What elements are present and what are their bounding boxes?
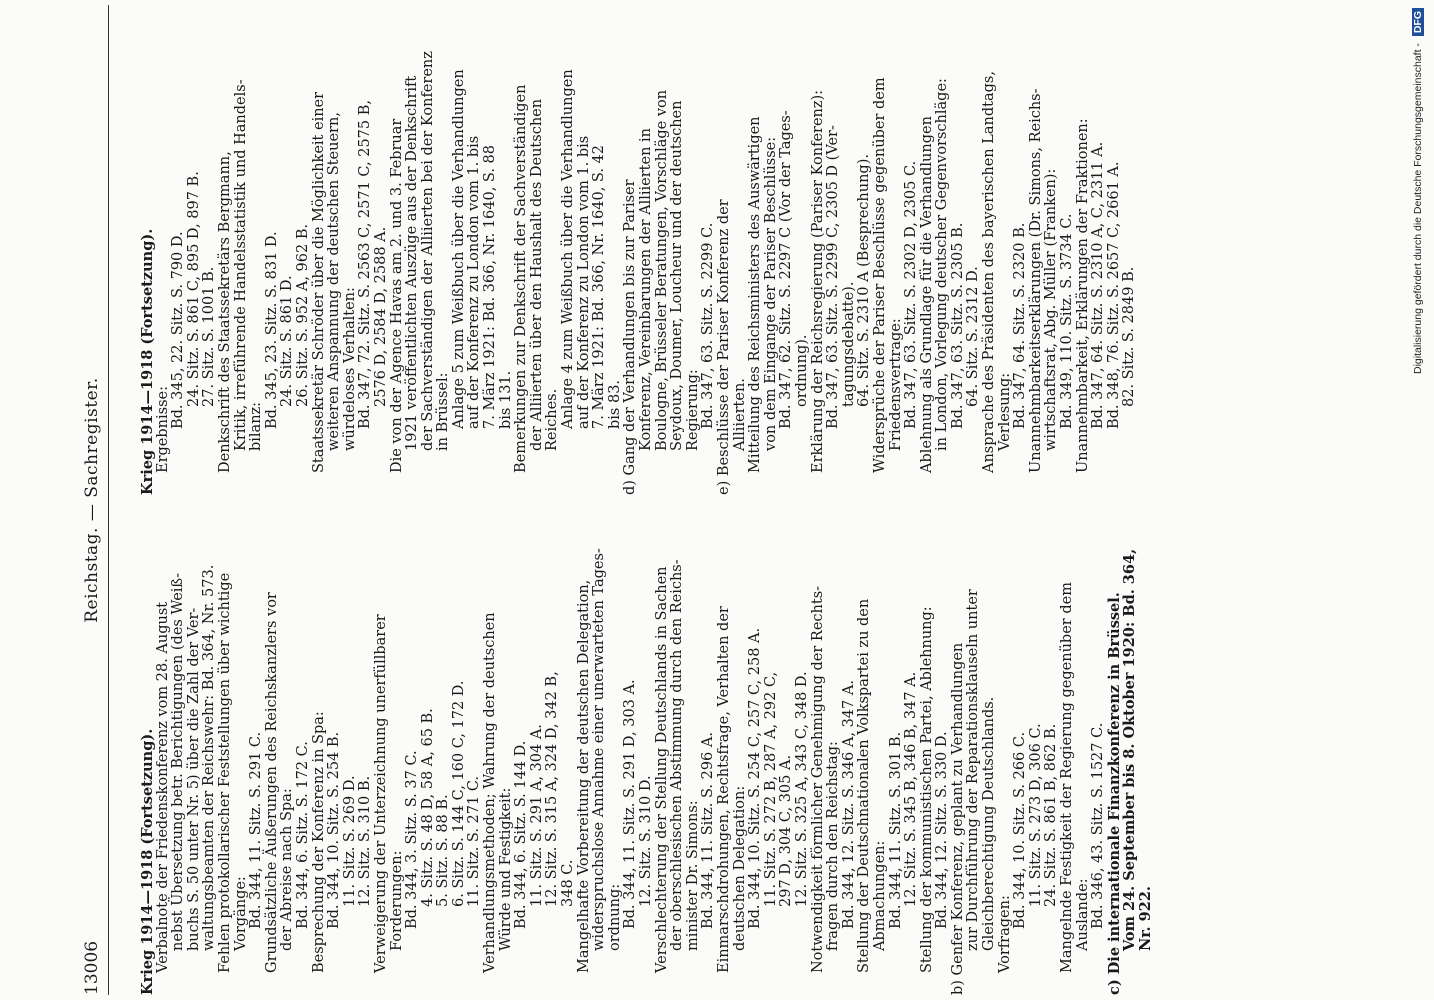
index-entry-line: ordnung:: [606, 883, 623, 951]
index-entry-line: e) Beschlüsse der Pariser Konferenz der: [715, 199, 732, 495]
index-entry-line: auf der Konferenz zu London vom 1. bis: [575, 135, 592, 429]
index-entry-line: b) Genfer Konferenz, geplant zu Verhandlungen: [949, 642, 966, 995]
index-column-right: [140, 25, 1138, 495]
index-entry-line: Verbalnote der Friedenskonferenz vom 28. August: [154, 601, 171, 973]
index-entry-line: Bd. 347, 64. Sitz. S. 2310 A, C, 2311 A.: [1090, 141, 1107, 429]
index-entry-line: Bd. 347, 64. Sitz. S. 2320 B.: [1012, 222, 1029, 429]
index-entry-line: Bd. 344, 11. Sitz. S. 301 B.: [887, 731, 904, 929]
index-entry-line: 12. Sitz. S. 315 A, 324 D, 342 B,: [544, 671, 561, 907]
index-entry-line: Anlage 4 zum Weißbuch über die Verhandlungen: [560, 69, 577, 429]
index-entry-line: 1921 veröffentlichten Auszüge aus der Denkschrift: [404, 75, 421, 451]
index-entry-line: Ergebnisse:: [154, 386, 171, 473]
index-entry-line: der Alliierten über den Haushalt des Deutschen: [528, 98, 545, 451]
index-entry-line: Vorfragen:: [996, 895, 1013, 973]
index-entry-line: Bd. 344, 6. Sitz. S. 172 C.: [294, 741, 311, 929]
index-entry-line: der oberschlesischen Abstimmung durch den Reichs-: [669, 559, 686, 951]
index-entry-line: Bd. 344, 6. Sitz. S. 144 D.: [513, 740, 530, 929]
header-rule: [108, 5, 109, 995]
index-entry-line: Mangelnde Festigkeit der Regierung gegenüber dem: [1059, 582, 1076, 973]
index-entry-line: Würde und Festigkeit:: [497, 787, 514, 951]
page-number: 13006: [82, 940, 102, 995]
index-entry-line: Krieg 1914—1918 (Fortsetzung).: [139, 228, 156, 495]
index-column-left: [139, 548, 1154, 995]
rotated-page-content: [40, 5, 1420, 995]
index-entry-line: 11. Sitz. S. 271 C.: [466, 775, 483, 907]
index-entry-line: widerspruchslose Annahme einer unerwarteten Tages-: [591, 548, 608, 951]
index-entry-line: Besprechung der Konferenz in Spa:: [310, 711, 327, 973]
index-entry-line: Reiches.: [544, 388, 561, 451]
index-entry-line: bis 131.: [497, 370, 514, 429]
index-entry-line: der Sachverständigen der Alliierten bei der Konferenz: [419, 51, 436, 451]
index-entry-line: 7. März 1921: Bd. 366, Nr. 1640, S. 88: [482, 144, 499, 429]
index-entry-line: 24. Sitz. S. 861 D.: [279, 275, 296, 407]
index-entry-line: Regierung:: [684, 369, 701, 451]
index-entry-line: waltungsbeamten der Reichswehr: Bd. 364, Nr. 573.: [201, 564, 218, 951]
index-entry-line: 11. Sitz. S. 291 A, 304 A.: [528, 724, 545, 907]
index-entry-line: 11. Sitz. S. 273 D, 306 C.: [1027, 723, 1044, 907]
index-entry-line: in London, Vorlegung deutscher Gegenvorschläge:: [934, 78, 951, 451]
index-entry-line: Bd. 344, 3. Sitz. S. 37 C.: [404, 750, 421, 929]
index-entry-line: Anlage 5 zum Weißbuch über die Verhandlungen: [450, 69, 467, 429]
index-entry-line: 24. Sitz. S. 861 B, 862 B.: [1043, 723, 1060, 907]
index-entry-line: 348 C.: [560, 859, 577, 907]
index-entry-line: Bd. 346, 43. Sitz. S. 1527 C.: [1090, 722, 1107, 929]
index-entry-line: Bd. 345, 22. Sitz. S. 790 D.: [170, 231, 187, 429]
index-entry-line: weiteren Anspannung der deutschen Steuern,: [326, 112, 343, 451]
index-entry-line: buchs S. 50 unter Nr. 5) über die Zahl der Ver-: [185, 607, 202, 951]
index-entry-line: Bd. 347, 63. Sitz. S. 2299 C.: [700, 222, 717, 429]
index-entry-line: 297 D, 304 C, 305 A.: [778, 754, 795, 907]
index-entry-line: 12. Sitz. S. 310 B.: [357, 775, 374, 907]
index-entry-line: Bd. 344, 11. Sitz. S. 291 D, 303 A.: [622, 679, 639, 929]
index-entry-line: Verweigerung der Unterzeichnung unerfüllbarer: [372, 614, 389, 973]
index-entry-line: Ablehnung als Grundlage für die Verhandlungen: [918, 116, 935, 473]
index-entry-line: Fehlen protokollarischer Feststellungen über wichtige: [216, 572, 233, 973]
index-entry-line: deutschen Delegation:: [731, 785, 748, 951]
index-entry-line: 26. Sitz. S. 952 A, 962 B.: [294, 223, 311, 407]
index-entry-line: Die von der Agence Havas am 2. und 3. Februar: [388, 118, 405, 473]
index-entry-line: 7. März 1921: Bd. 366, Nr. 1640, S. 42: [591, 144, 608, 429]
index-entry-line: Unannehmbarkeit, Erklärungen der Fraktionen:: [1074, 118, 1091, 473]
page-header: [82, 5, 122, 995]
index-entry-line: Seydoux, Doumer, Loucheur und der deutschen: [669, 100, 686, 451]
index-entry-line: 64. Sitz. S. 2310 A (Besprechung).: [856, 154, 873, 407]
index-entry-line: Bd. 347, 62. Sitz. S. 2297 C (Vor der Tages-: [778, 110, 795, 429]
index-entry-line: Bd. 344, 10. Sitz. S. 254 C, 257 C, 258 A.: [747, 627, 764, 929]
index-entry-line: tagungsdebatte).: [840, 281, 857, 407]
index-entry-line: 2576 D, 2584 D, 2588 A.: [372, 226, 389, 407]
index-entry-line: auf der Konferenz zu London vom 1. bis: [466, 135, 483, 429]
index-entry-line: 6. Sitz. S. 144 C, 160 C, 172 D.: [450, 680, 467, 907]
index-entry-line: Boulogne, Brüsseler Beratungen, Vorschläge von: [653, 89, 670, 451]
index-entry-line: Denkschrift des Staatssekretärs Bergmann,: [216, 151, 233, 473]
index-entry-line: Auslande:: [1074, 878, 1091, 951]
index-entry-line: würdeloses Verhalten:: [341, 287, 358, 451]
index-entry-line: Stellung der kommunistischen Partei, Ablehnung:: [918, 606, 935, 973]
index-entry-line: Mangelhafte Vorbereitung der deutschen Delegation,: [575, 579, 592, 973]
index-entry-line: Nr. 922.: [1137, 886, 1154, 951]
index-entry-line: Friedensvertrage:: [887, 318, 904, 451]
index-entry-line: Bd. 344, 12. Sitz. S. 330 D.: [934, 731, 951, 929]
index-entry-line: Bd. 347, 63. Sitz. S. 2299 C, 2305 D (Ver-: [825, 125, 842, 429]
dfg-logo: DFG: [1412, 8, 1424, 36]
index-entry-line: 82. Sitz. S. 2849 B.: [1121, 266, 1138, 407]
index-entry-line: Staatssekretär Schröder über die Möglichkeit einer: [310, 91, 327, 473]
index-entry-line: Unannehmbarkeitserklärungen (Dr. Simons, Reichs-: [1027, 88, 1044, 473]
index-entry-line: 12. Sitz. S. 325 A, 343 C, 348 D.: [793, 671, 810, 907]
index-entry-line: Bd. 348, 76. Sitz. S. 2657 C, 2661 A.: [1105, 161, 1122, 429]
index-entry-line: Bd. 347, 63. Sitz. S. 2305 B.: [949, 222, 966, 429]
index-entry-line: Krieg 1914—1918 (Fortsetzung).: [139, 728, 156, 995]
index-entry-line: bis 83.: [606, 379, 623, 429]
index-entry-line: 4. Sitz. S. 48 D, 58 A, 65 B.: [419, 708, 436, 907]
index-entry-line: 5. Sitz. S. 88 B.: [435, 794, 452, 907]
index-entry-line: Bd. 344, 11. Sitz. S. 291 C.: [248, 731, 265, 929]
index-entry-line: Stellung der Deutschnationalen Volkspartei zu den: [856, 598, 873, 973]
digitization-note: [1412, 8, 1432, 988]
index-entry-line: Gleichberechtigung Deutschlands.: [981, 696, 998, 951]
index-entry-line: 12. Sitz. S. 310 D.: [638, 775, 654, 907]
index-entry-line: 24. Sitz. S. 861 C, 895 D, 897 B.: [185, 171, 202, 407]
index-entry-line: Verlesung:: [996, 372, 1013, 451]
index-entry-line: 12. Sitz. S. 345 B, 346 B, 347 A.: [903, 671, 920, 907]
index-entry-line: wirtschaftsrat, Abg. Müller (Franken):: [1043, 168, 1060, 451]
index-entry-line: Verhandlungsmethoden; Wahrung der deutschen: [482, 612, 499, 973]
index-entry-line: Bd. 344, 10. Sitz. S. 254 B.: [326, 731, 343, 929]
index-entry-line: Vorgänge:: [232, 876, 249, 951]
index-entry-line: fragen durch den Reichstag:: [825, 741, 842, 951]
index-entry-line: Ansprache des Präsidenten des bayerischen Landtags,: [981, 71, 998, 473]
index-entry-line: Mitteilung des Reichsministers des Auswärtigen: [747, 116, 764, 473]
index-entry-line: ordnung).: [793, 334, 810, 407]
index-entry-line: von dem Eingange der Pariser Beschlüsse:: [762, 136, 779, 451]
index-entry-line: d) Gang der Verhandlungen bis zur Pariser: [622, 179, 639, 495]
index-entry-line: 64. Sitz. S. 2312 D.: [965, 266, 982, 407]
index-entry-line: Alliierten.: [731, 378, 748, 451]
index-entry-line: in Brüssel:: [435, 372, 452, 451]
index-entry-line: Abmachungen:: [871, 840, 888, 951]
index-entry-line: 11. Sitz. S. 272 B, 287 A, 292 C,: [762, 671, 779, 907]
index-entry-line: Einmarschdrohungen, Rechtsfrage, Verhalten der: [715, 606, 732, 973]
index-entry-line: Verschlechterung der Stellung Deutschlands in Sachen: [653, 566, 670, 973]
index-entry-line: Bemerkungen zur Denkschrift der Sachverständigen: [513, 84, 530, 473]
index-entry-line: Bd. 349, 110. Sitz. S. 3734 C.: [1059, 213, 1076, 429]
digitization-note-text: Digitalisierung gefördert durch die Deutsche Forschungsgemeinschaft -: [1412, 43, 1424, 375]
index-entry-line: Bd. 344, 10. Sitz. S. 266 C.: [1012, 731, 1029, 929]
index-entry-line: Forderungen:: [388, 850, 405, 951]
index-entry-line: c) Die internationale Finanzkonferenz in Brüssel.: [1105, 592, 1123, 995]
index-entry-line: Notwendigkeit förmlicher Genehmigung der Rechts-: [809, 585, 826, 973]
index-entry-line: Kritik, irreführende Handelsstatistik und Handels-: [232, 79, 249, 451]
index-entry-line: Widersprüche der Pariser Beschlüsse gegenüber dem: [871, 77, 888, 473]
index-entry-line: nebst Übersetzung betr. Berichtigungen (des Weiß-: [170, 573, 187, 951]
digitization-sidebar: [1410, 8, 1430, 988]
index-entry-line: Bd. 344, 12. Sitz. S. 346 A, 347 A.: [840, 680, 857, 929]
index-entry-line: Bd. 344, 11. Sitz. S. 296 A.: [700, 732, 717, 929]
index-entry-line: zur Durchführung der Reparationsklauseln unter: [965, 589, 982, 951]
index-entry-line: Bd. 347, 63. Sitz. S. 2302 D, 2305 C.: [903, 160, 920, 429]
index-entry-line: bilanz:: [248, 401, 265, 451]
index-entry-line: Vom 24. September bis 8. Oktober 1920: Bd. 364,: [1121, 548, 1139, 951]
index-entry-line: Erklärung der Reichsregierung (Pariser Konferenz):: [809, 89, 826, 473]
index-entry-line: der Abreise nach Spa:: [279, 788, 296, 951]
index-entry-line: 27. Sitz. S. 1001 B.: [201, 266, 218, 407]
index-entry-line: minister Dr. Simons:: [684, 800, 701, 951]
index-entry-line: Bd. 347, 72. Sitz. S. 2563 C, 2571 C, 2575 B,: [357, 100, 374, 429]
index-entry-line: Grundsätzliche Äußerungen des Reichskanzlers vor: [263, 592, 280, 973]
index-entry-line: 11. Sitz. S. 269 D.: [341, 775, 358, 907]
index-entry-line: Bd. 345, 23. Sitz. S. 831 D.: [263, 231, 280, 429]
index-entry-line: Konferenz, Vereinbarungen der Alliierten in: [638, 128, 654, 451]
running-title: Reichstag. — Sachregister.: [82, 377, 102, 623]
